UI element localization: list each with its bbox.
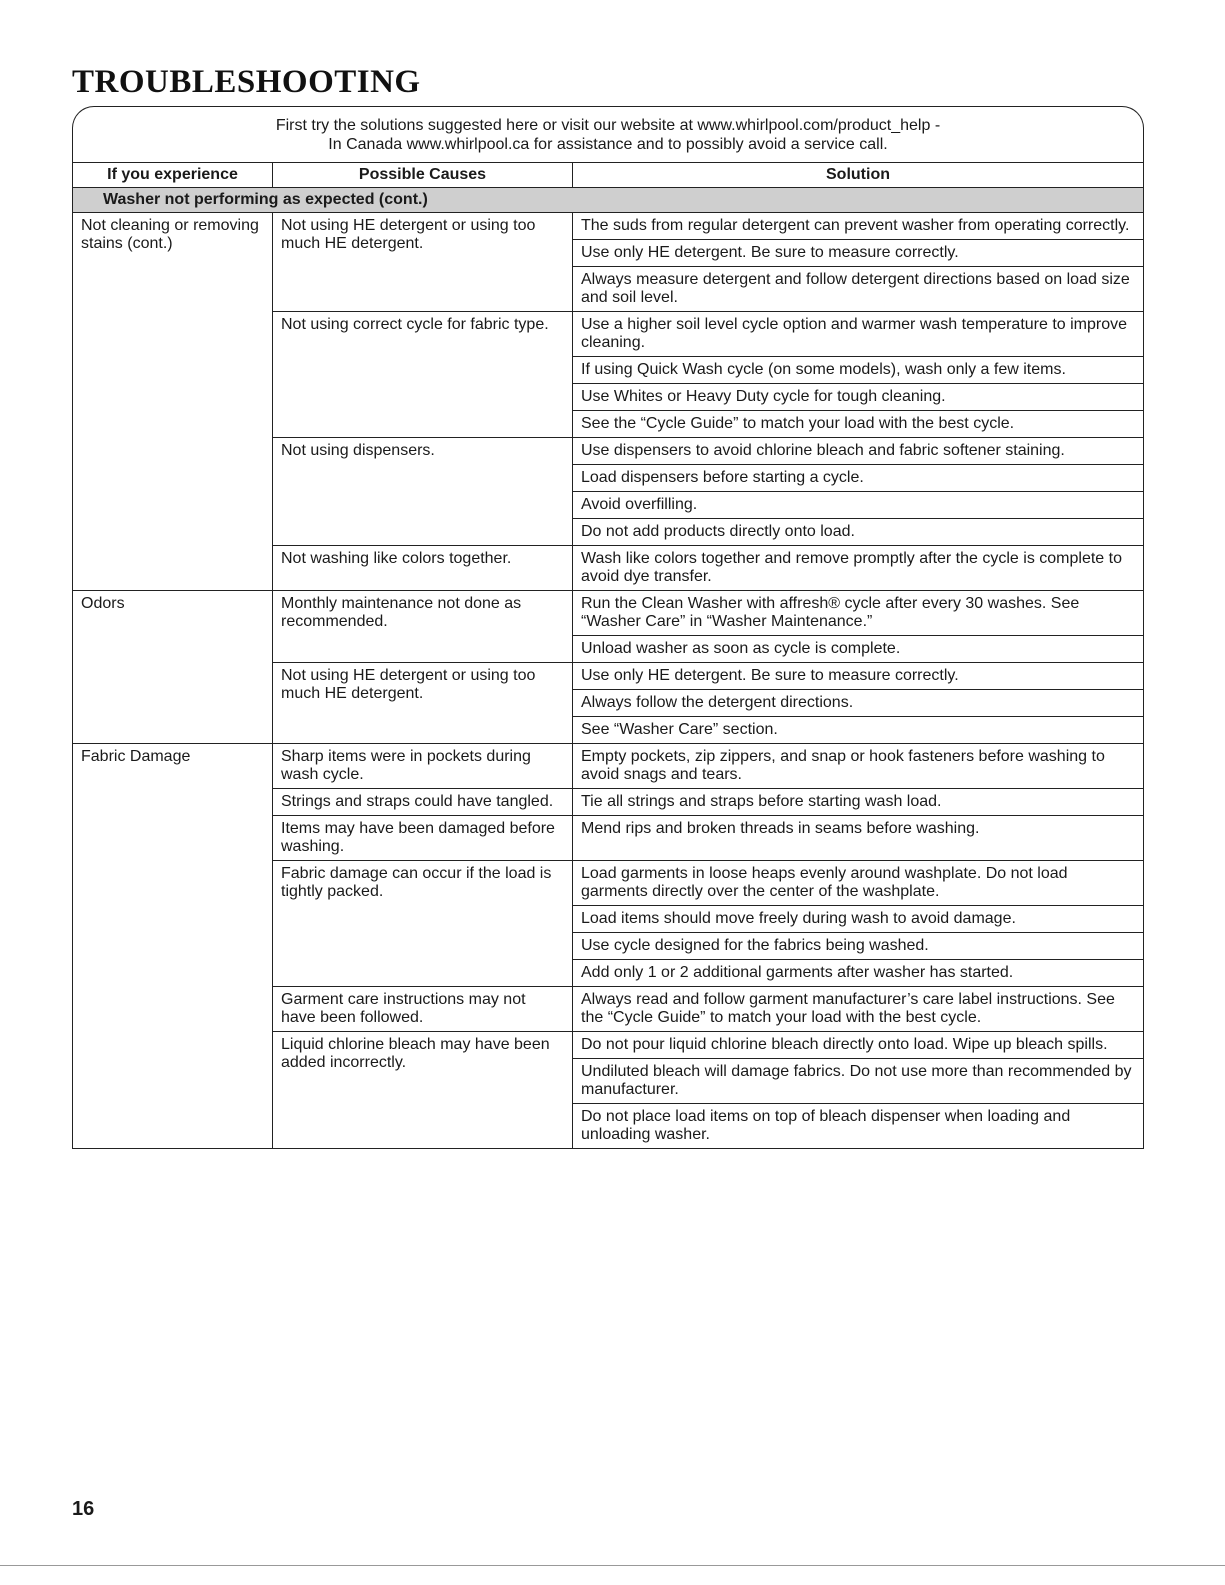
solution-cell: Load dispensers before starting a cycle. [573,465,1144,492]
bottom-rule [0,1565,1225,1566]
intro-line-2: In Canada www.whirlpool.ca for assistance and to possibly avoid a service call. [328,136,888,153]
cause-cell: Items may have been damaged before washing. [273,816,573,861]
solution-cell: Use cycle designed for the fabrics being washed. [573,933,1144,960]
cause-cell: Not using HE detergent or using too much HE detergent. [273,663,573,744]
cause-cell: Not using HE detergent or using too much HE detergent. [273,213,573,312]
solution-cell: Empty pockets, zip zippers, and snap or hook fasteners before washing to avoid snags and tears. [573,744,1144,789]
solution-cell: Use dispensers to avoid chlorine bleach and fabric softener staining. [573,438,1144,465]
solution-cell: Run the Clean Washer with affresh® cycle after every 30 washes. See “Washer Care” in “Washer Maintenance.” [573,591,1144,636]
section-heading: Washer not performing as expected (cont.) [73,188,1144,213]
solution-cell: Unload washer as soon as cycle is complete. [573,636,1144,663]
cause-cell: Fabric damage can occur if the load is tightly packed. [273,861,573,987]
intro-line-1: First try the solutions suggested here or visit our website at www.whirlpool.com/product_help - [275,117,941,134]
experience-cell: Not cleaning or removing stains (cont.) [73,213,273,591]
solution-cell: Tie all strings and straps before starting wash load. [573,789,1144,816]
header-solution: Solution [573,163,1144,188]
solution-cell: Mend rips and broken threads in seams before washing. [573,816,1144,861]
solution-cell: Always read and follow garment manufacturer’s care label instructions. See the “Cycle Guide” to match your load with the best cycle. [573,987,1144,1032]
solution-cell: Do not pour liquid chlorine bleach directly onto load. Wipe up bleach spills. [573,1032,1144,1059]
table-row [73,213,1144,240]
cause-cell: Not washing like colors together. [273,546,573,591]
troubleshooting-frame [72,106,1144,1306]
intro-box [72,106,1144,162]
cause-cell: Not using correct cycle for fabric type. [273,312,573,438]
cause-cell: Not using dispensers. [273,438,573,546]
solution-cell: Avoid overfilling. [573,492,1144,519]
cause-cell: Monthly maintenance not done as recommended. [273,591,573,663]
table-row [73,591,1144,636]
solution-cell: See the “Cycle Guide” to match your load with the best cycle. [573,411,1144,438]
solution-cell: Do not add products directly onto load. [573,519,1144,546]
solution-cell: Load garments in loose heaps evenly around washplate. Do not load garments directly over the center of the washplate. [573,861,1144,906]
page-title: TROUBLESHOOTING [72,64,421,100]
solution-cell: The suds from regular detergent can prevent washer from operating correctly. [573,213,1144,240]
section-row [73,188,1144,213]
header-causes: Possible Causes [273,163,573,188]
header-row [73,163,1144,188]
solution-cell: Use a higher soil level cycle option and warmer wash temperature to improve cleaning. [573,312,1144,357]
solution-cell: Use only HE detergent. Be sure to measure correctly. [573,240,1144,267]
solution-cell: Always measure detergent and follow detergent directions based on load size and soil level. [573,267,1144,312]
page-number: 16 [72,1498,95,1520]
cause-cell: Liquid chlorine bleach may have been added incorrectly. [273,1032,573,1149]
solution-cell: Use only HE detergent. Be sure to measure correctly. [573,663,1144,690]
troubleshooting-table [72,162,1144,1149]
solution-cell: Add only 1 or 2 additional garments after washer has started. [573,960,1144,987]
solution-cell: Do not place load items on top of bleach dispenser when loading and unloading washer. [573,1104,1144,1149]
cause-cell: Sharp items were in pockets during wash cycle. [273,744,573,789]
solution-cell: Use Whites or Heavy Duty cycle for tough cleaning. [573,384,1144,411]
header-experience: If you experience [73,163,273,188]
solution-cell: If using Quick Wash cycle (on some models), wash only a few items. [573,357,1144,384]
solution-cell: See “Washer Care” section. [573,717,1144,744]
solution-cell: Undiluted bleach will damage fabrics. Do not use more than recommended by manufacturer. [573,1059,1144,1104]
solution-cell: Always follow the detergent directions. [573,690,1144,717]
cause-cell: Garment care instructions may not have been followed. [273,987,573,1032]
experience-cell: Fabric Damage [73,744,273,1149]
solution-cell: Wash like colors together and remove promptly after the cycle is complete to avoid dye transfer. [573,546,1144,591]
experience-cell: Odors [73,591,273,744]
solution-cell: Load items should move freely during wash to avoid damage. [573,906,1144,933]
cause-cell: Strings and straps could have tangled. [273,789,573,816]
table-row [73,744,1144,789]
